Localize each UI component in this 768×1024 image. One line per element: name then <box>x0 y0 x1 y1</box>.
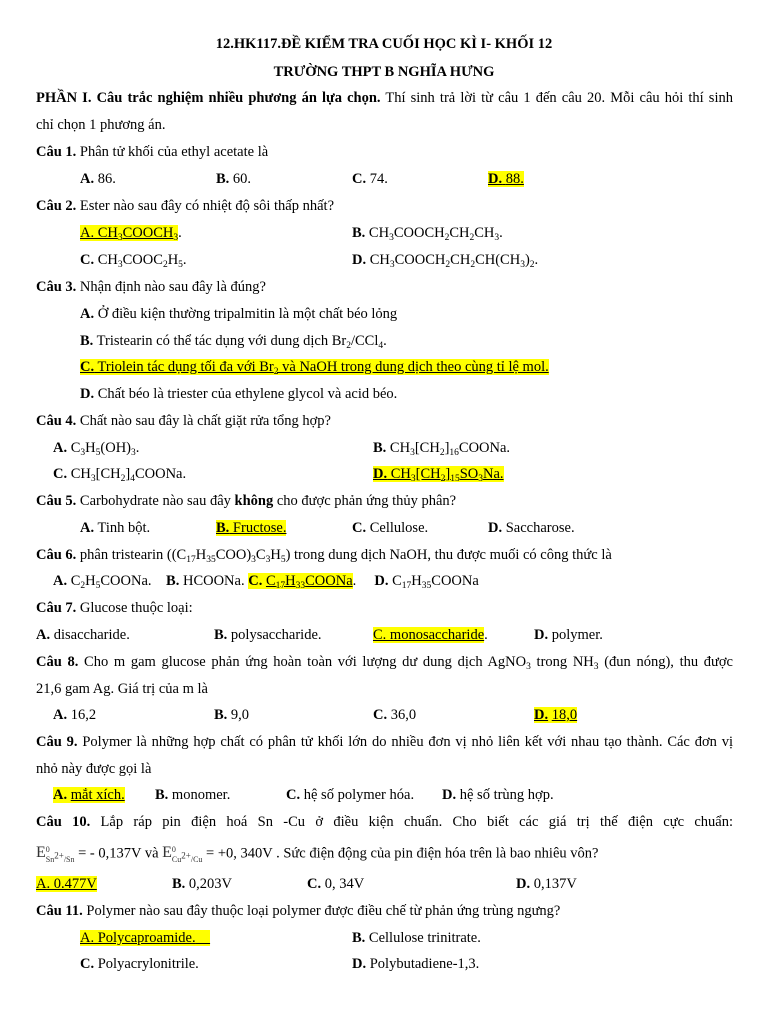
part1-text: Thí sinh trả lời từ câu 1 đến câu 20. Mỗi câu hỏi thí sinh <box>380 90 733 106</box>
q1-option-b: B. 60. <box>216 171 252 187</box>
q4-option-d: D. $CH_3[CH_2]_{15}SO_3Na$. <box>373 466 504 484</box>
q7-option-a: A. disaccharide. <box>36 627 130 643</box>
q2-option-d: D. $CH_3COOCH_2CH_2CH(CH_3)_2$. <box>352 252 539 270</box>
q8-option-a: A. 16,2 <box>53 707 97 723</box>
q10-option-c: C. 0, 34V <box>307 876 365 892</box>
q9-option-b: B. monomer. <box>155 787 231 803</box>
question-9: Câu 9. Polymer là những hợp chất có phân tử khối lớn do nhiều đơn vị nhỏ liên kết với nhau tạo thành. Các đơn vị <box>36 734 733 750</box>
q2-option-a: A. $CH_3COOCH_3$. <box>80 225 182 243</box>
q4-option-b: B. $CH_3[CH_2]_{16}COONa$. <box>373 440 511 458</box>
question-5: Câu 5. Carbohydrate nào sau đây không cho được phản ứng thủy phân? <box>36 493 457 509</box>
q7-option-b: B. polysaccharide. <box>214 627 322 643</box>
question-10: Câu 10. Lắp ráp pin điện hoá Sn -Cu ở điều kiện chuẩn. Cho biết các giá trị thế điện cực chuẩn: <box>36 814 733 830</box>
q6-options: A. $C_2H_5COONa$. B. HCOONa. C. $C_{17}H_{33}COONa$. D. $C_{17}H_{35}COONa$ <box>53 573 479 591</box>
q3-option-d: D. Chất béo là triester của ethylene glycol và acid béo. <box>80 386 398 402</box>
q8-option-c: C. 36,0 <box>373 707 417 723</box>
q7-option-d: D. polymer. <box>534 627 603 643</box>
q9-option-c: C. hệ số polymer hóa. <box>286 787 415 803</box>
q8-option-b: B. 9,0 <box>214 707 250 723</box>
q11-option-b: B. Cellulose trinitrate. <box>352 930 481 946</box>
exam-title: 12.HK117.ĐỀ KIỂM TRA CUỐI HỌC KÌ I- KHỐI 12 <box>215 36 553 52</box>
q5-option-c: C. Cellulose. <box>352 520 429 536</box>
q5-option-b: B. Fructose. <box>216 520 287 536</box>
question-8-cont: 21,6 gam Ag. Giá trị của m là <box>36 681 208 697</box>
q1-option-a: A. 86. <box>80 171 116 187</box>
potential-cu-formula: E0 $Cu^{2+}/Cu$ <box>162 844 203 864</box>
part1-instructions <box>36 90 733 107</box>
q7-option-c: C. monosaccharide. <box>373 627 488 643</box>
q3-option-a: A. Ở điều kiện thường tripalmitin là một chất béo lỏng <box>80 306 398 322</box>
q8-option-d: D. 18,0 <box>534 707 578 723</box>
school-name: TRƯỜNG THPT B NGHĨA HƯNG <box>273 64 495 80</box>
question-9-cont: nhỏ này được gọi là <box>36 761 152 777</box>
q11-option-c: C. Polyacrylonitrile. <box>80 956 199 972</box>
question-3: Câu 3. Nhận định nào sau đây là đúng? <box>36 279 266 295</box>
part1-text-cont: chỉ chọn 1 phương án. <box>36 117 166 133</box>
q1-label: Câu 1. <box>36 144 77 160</box>
q2-option-b: B. $CH_3COOCH_2CH_2CH_3$. <box>352 225 503 243</box>
question-4: Câu 4. Chất nào sau đây là chất giặt rửa tổng hợp? <box>36 413 331 429</box>
q4-option-a: A. $C_3H_5(OH)_3$. <box>53 440 140 458</box>
q11-option-a: A. Polycaproamide. <box>80 930 210 947</box>
q11-option-d: D. Polybutadiene-1,3. <box>352 956 480 972</box>
potential-sn-formula: E0 $Sn^{2+}/Sn$ <box>36 844 75 864</box>
question-1 <box>36 144 268 161</box>
question-2: Câu 2. Ester nào sau đây có nhiệt độ sôi thấp nhất? <box>36 198 335 214</box>
q3-option-c: C. Triolein tác dụng tối đa với $Br_2$ và NaOH trong dung dịch theo cùng tỉ lệ mol. <box>80 359 549 377</box>
q3-option-b: B. Tristearin có thể tác dụng với dung dịch $Br_2/CCl_4$. <box>80 333 387 351</box>
question-10-formula: E0 $Sn^{2+}/Sn$ = - 0,137V và E0 $Cu^{2+}/Cu = +0$, 340V . Sức điện động của pin điện hóa trên là bao nhiêu vôn? <box>36 844 599 864</box>
question-11: Câu 11. Polymer nào sau đây thuộc loại polymer được điều chế từ phản ứng trùng ngưng? <box>36 903 561 919</box>
q10-option-a: A. 0.477V <box>36 876 97 892</box>
q9-option-d: D. hệ số trùng hợp. <box>442 787 554 803</box>
q10-option-d: D. 0,137V <box>516 876 577 892</box>
q4-option-c: C. $CH_3[CH_2]_4COONa$. <box>53 466 187 484</box>
question-7: Câu 7. Glucose thuộc loại: <box>36 600 193 616</box>
q1-text: Phân tử khối của ethyl acetate là <box>76 144 269 160</box>
question-8: Câu 8. Cho m gam glucose phản ứng hoàn toàn với lượng dư dung dịch AgNO$_3$ trong $NH_3$ (đun nóng), thu được <box>36 654 733 672</box>
q2-option-c: C. $CH_3COOC_2H_5$. <box>80 252 187 270</box>
part1-label: PHẦN I. Câu trắc nghiệm nhiều phương án lựa chọn. <box>36 90 381 106</box>
question-6: Câu 6. phân tristearin $((C_{17}H_{35}COO)_3C_3H_5)$ trong dung dịch NaOH, thu được muối có công thức là <box>36 547 612 565</box>
q5-option-a: A. Tinh bột. <box>80 520 151 536</box>
q1-option-c: C. 74. <box>352 171 388 187</box>
q5-option-d: D. Saccharose. <box>488 520 575 536</box>
q1-option-d: D. 88. <box>488 171 524 187</box>
q9-option-a: A. mắt xích. <box>53 787 125 803</box>
q10-option-b: B. 0,203V <box>172 876 233 892</box>
